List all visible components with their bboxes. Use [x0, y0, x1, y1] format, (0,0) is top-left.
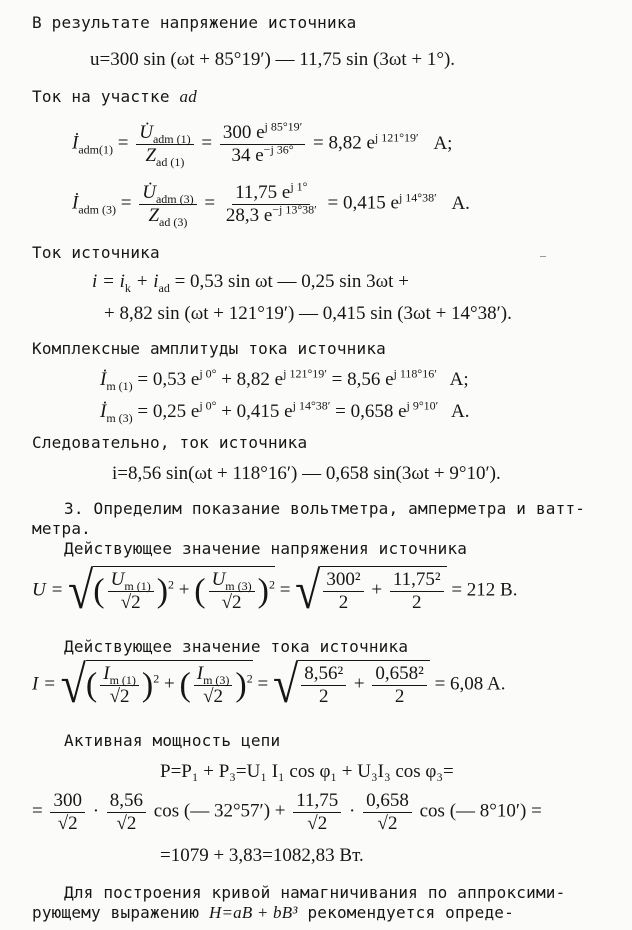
complex-amplitude-3: $İ_{m (3)} = 0,25$ $e^{j 0^\circ} + 0,415$ $e^{j 14^\circ 38'} = 0,658$ $e^{j 9^\circ 10'}$ A.	[100, 398, 470, 425]
text-line: Активная мощность цепи	[64, 731, 281, 750]
text-line: В результате напряжение источника	[32, 13, 357, 32]
source-current-equation: $i = i_k + i_{ad} = 0,53$ sin ωt — 0,25 sin 3ωt +	[92, 271, 409, 295]
power-result: =1079 + 3,83=1082,83 Вт.	[160, 845, 364, 866]
text-line: рующему выражению H=aB + bB³ рекомендуется опреде-	[32, 903, 514, 922]
text-line: Комплексные амплитуды тока источника	[32, 339, 386, 358]
text-line: Ток на участке ad	[32, 87, 197, 106]
voltage-equation: u=300 sin (ωt + 85°19′) — 11,75 sin (3ωt + 1°).	[90, 49, 456, 70]
source-current-equation-cont: + 8,82 sin (ωt + 121°19′) — 0,415 sin (3ωt + 14°38′).	[104, 303, 512, 324]
voltage-rms-equation: U = √( $\frac{U_{m (1)}}{√2}$ )$^2$ + ( $\frac{U_{m (3)}}{√2}$ )$^2$ = √ $\frac{\text{300²}}{2}$ + $\frac{\text{11,75²}}{2}$ = 212 В.	[32, 561, 518, 621]
complex-amplitude-1: $İ_{m (1)} = 0,53$ $e^{j 0^\circ} + 8,82$ $e^{j 121^\circ 19'} = 8,56$ $e^{j 118^\circ 16'}$ A;	[100, 366, 469, 393]
text-line: 3. Определим показание вольтметра, амперметра и ватт-	[64, 499, 586, 518]
text-line: Ток источника	[32, 243, 160, 262]
current-equation-3: $İ_{adm (3)}$ = $\frac{U̇_{adm (3)}}{Z_{ad (3)}}$ = $\frac{11,75 e^{j 1^\circ}}{28,3 e^{-j 13^\circ 38'}}$ = 0,415 $e^{j 14^\circ 38'}$ A.	[72, 179, 470, 229]
power-calculation: = $\frac{300}{√2}$ · $\frac{8,56}{√2}$ cos (— 32°57′) + $\frac{11,75}{√2}$ · $\frac{0,658}{√2}$ cos (— 8°10′) =	[32, 790, 542, 834]
scan-mark	[540, 256, 546, 257]
result-current-equation: i=8,56 sin(ωt + 118°16′) — 0,658 sin(3ωt + 9°10′).	[112, 463, 501, 484]
text-line: Действующее значение тока источника	[64, 637, 409, 656]
text-line: метра.	[32, 519, 91, 538]
text-line: Следовательно, ток источника	[32, 433, 308, 452]
current-rms-equation: I = √( $\frac{I_{m (1)}}{√2}$ )$^2$ + ( $\frac{I_{m (3)}}{√2}$ )$^2$ = √ $\frac{\text{8,56²}}{2}$ + $\frac{\text{0,658²}}{2}$ = 6,08 A.	[32, 655, 506, 715]
power-equation: P=P₁ + P₃=U₁ I₁ cos φ₁ + U₃I₃ cos φ₃=	[160, 761, 454, 782]
text-line: Действующее значение напряжения источника	[64, 539, 468, 558]
text-line: Для построения кривой намагничивания по аппроксими-	[64, 883, 566, 902]
current-equation-1: $İ_{adm(1)}$ = $\frac{U̇_{adm (1)}}{Z_{ad (1)}}$ = $\frac{300 e^{j 85^\circ 19'}}{34 e^{-j 36^\circ}}$ = 8,82 $e^{j 121^\circ 19'}$ A;	[72, 119, 453, 169]
